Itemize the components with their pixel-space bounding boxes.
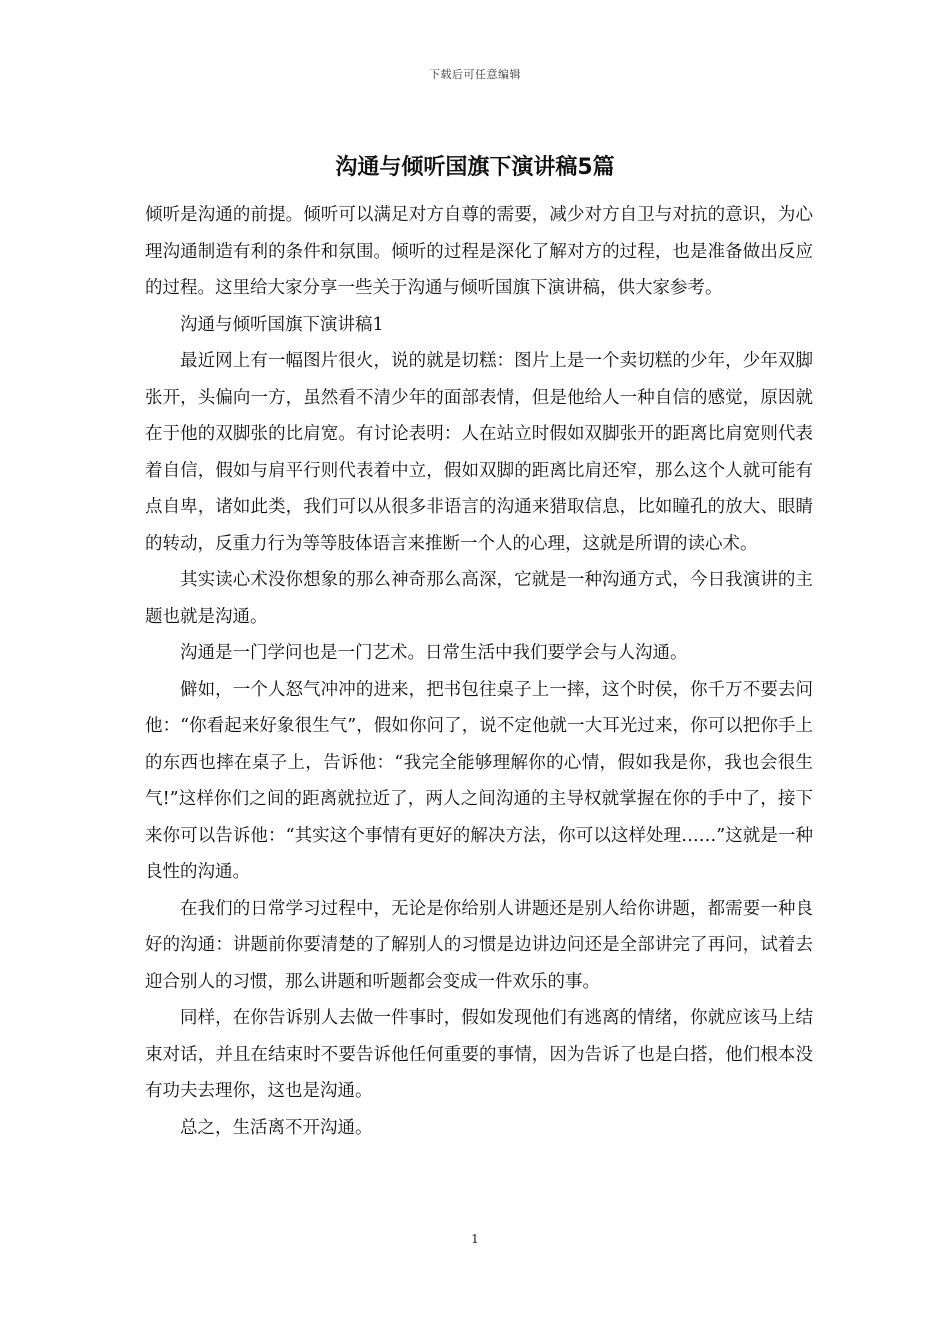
body-paragraph: 其实读心术没你想象的那么神奇那么高深，它就是一种沟通方式，今日我演讲的主题也就是沟通。 bbox=[145, 570, 813, 627]
body-paragraph: 同样，在你告诉别人去做一件事时，假如发现他们有逃离的情绪，你就应该马上结束对话，并且在结束时不要告诉他任何重要的事情，因为告诉了也是白搭，他们根本没有功夫去理你，这也是沟通。 bbox=[145, 1008, 813, 1101]
body-paragraph: 在我们的日常学习过程中，无论是你给别人讲题还是别人给你讲题，都需要一种良好的沟通：讲题前你要清楚的了解别人的习惯是边讲边问还是全部讲完了再问，试着去迎合别人的习惯，那么讲题和听题都会变成一件欢乐的事。 bbox=[145, 898, 813, 992]
document-body bbox=[145, 197, 813, 1146]
body-paragraph: 最近网上有一幅图片很火，说的就是切糕：图片上是一个卖切糕的少年，少年双脚张开，头偏向一方，虽然看不清少年的面部表情，但是他给人一种自信的感觉，原因就在于他的双脚张的比肩宽。有讨论表明：人在站立时假如双脚张开的距离比肩宽则代表着自信，假如与肩平行则代表着中立，假如双脚的距离比肩还窄，那么这个人就可能有点自卑，诸如此类，我们可以从很多非语言的沟通来猎取信息，比如瞳孔的放大、眼睛的转动，反重力行为等等肢体语言来推断一个人的心理，这就是所谓的读心术。 bbox=[145, 351, 813, 554]
body-paragraph: 僻如，一个人怒气冲冲的进来，把书包往桌子上一摔，这个时侯，你千万不要去问他：“你看起来好象很生气”，假如你问了，说不定他就一大耳光过来，你可以把你手上的东西也摔在桌子上，告诉他：“我完全能够理解你的心情，假如我是你，我也会很生气!”这样你们之间的距离就拉近了，两人之间沟通的主导权就掌握在你的手中了，接下来你可以告诉他：“其实这个事情有更好的解决方法，你可以这样处理……”这就是一种良性的沟通。 bbox=[145, 679, 813, 882]
body-paragraph: 沟通是一门学问也是一门艺术。日常生活中我们要学会与人沟通。 bbox=[180, 643, 688, 663]
document-title: 沟通与倾听国旗下演讲稿5篇 bbox=[335, 155, 615, 180]
page-number: 1 bbox=[471, 1232, 479, 1246]
header-note: 下载后可任意编辑 bbox=[429, 68, 521, 81]
intro-paragraph: 倾听是沟通的前提。倾听可以满足对方自尊的需要，减少对方自卫与对抗的意识，为心理沟通制造有利的条件和氛围。倾听的过程是深化了解对方的过程，也是准备做出反应的过程。这里给大家分享一些关于沟通与倾听国旗下演讲稿，供大家参考。 bbox=[145, 205, 813, 298]
section-heading: 沟通与倾听国旗下演讲稿1 bbox=[180, 314, 384, 335]
body-paragraph: 总之，生活离不开沟通。 bbox=[180, 1117, 373, 1138]
